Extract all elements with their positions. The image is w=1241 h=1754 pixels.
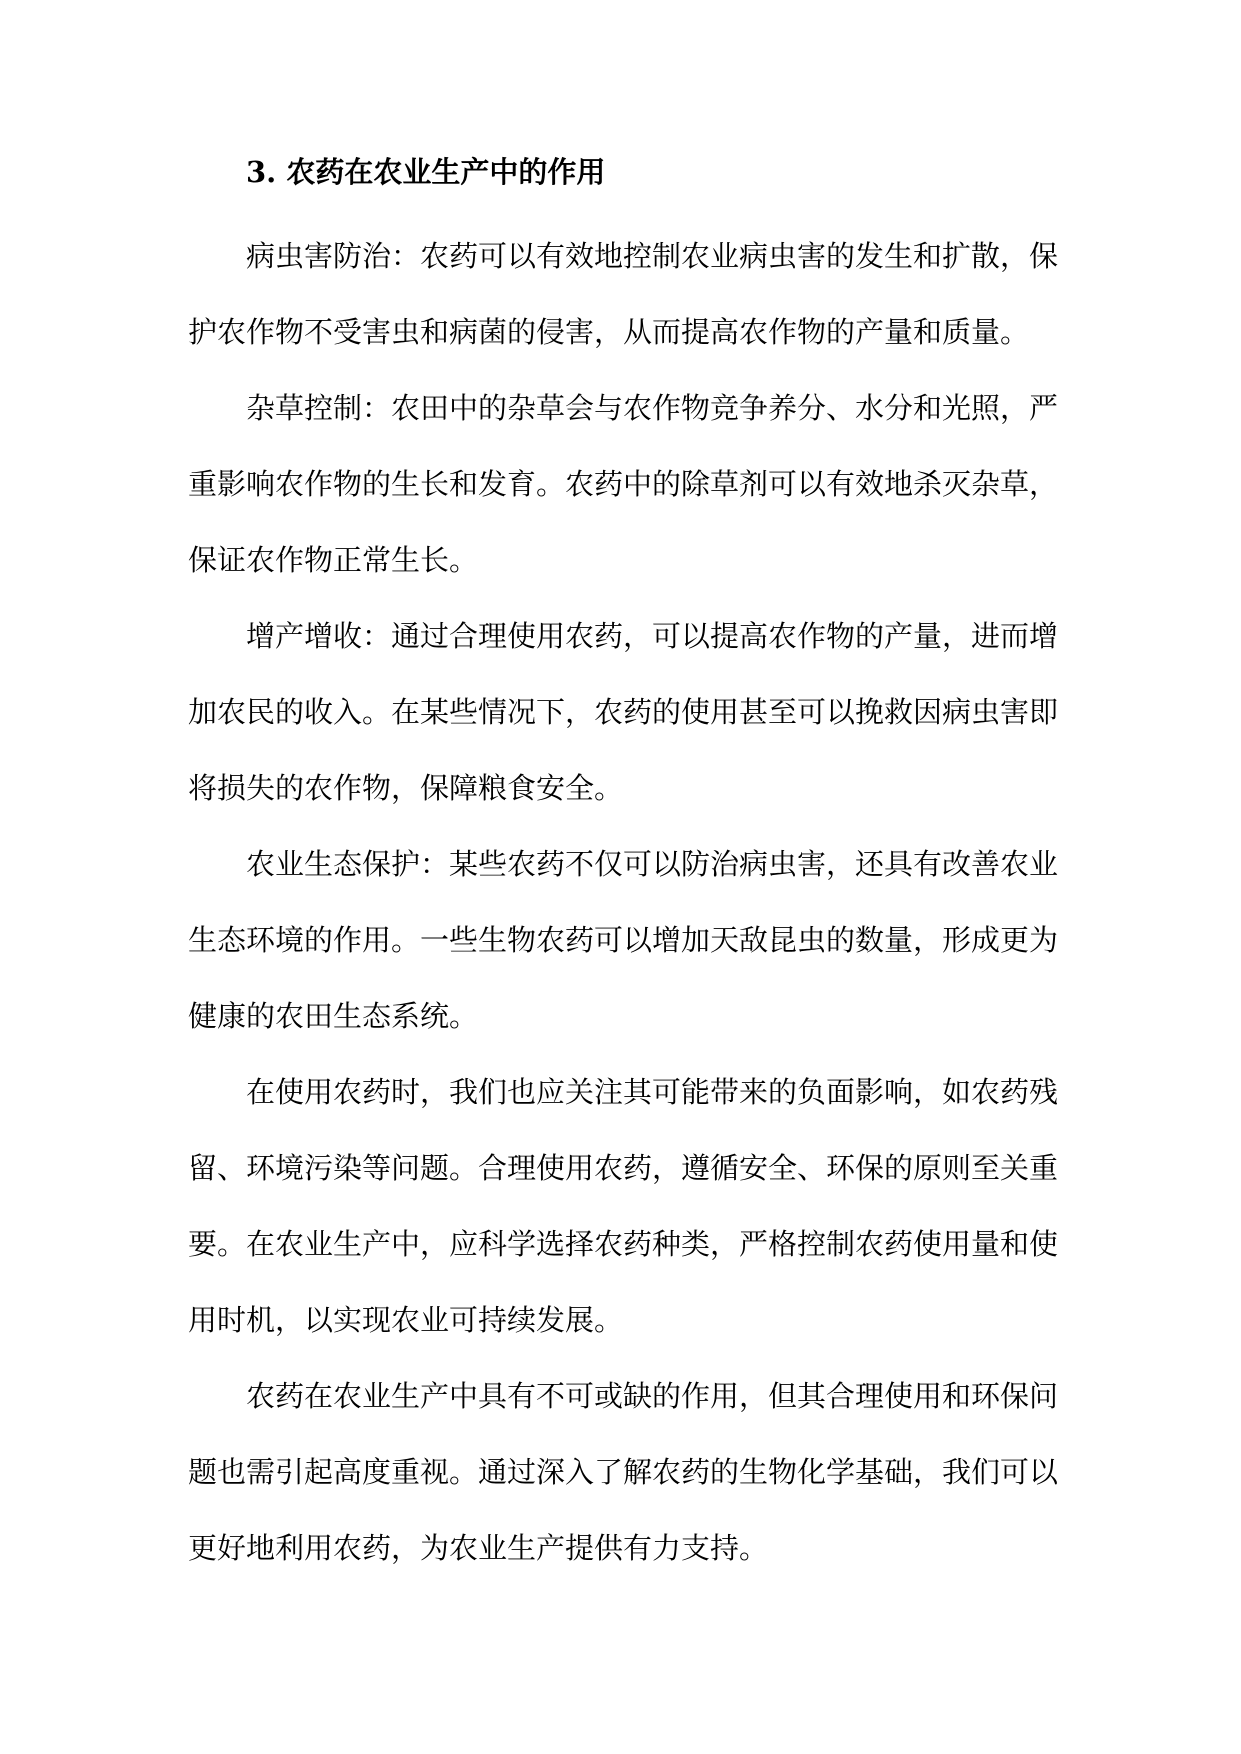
section-heading: 3. 农药在农业生产中的作用 — [246, 155, 606, 189]
paragraph-yield-increase: 增产增收：通过合理使用农药，可以提高农作物的产量，进而增加农民的收入。在某些情况下，农药的使用甚至可以挽救因病虫害即将损失的农作物，保障粮食安全。 — [188, 619, 1059, 805]
document-body — [188, 142, 1058, 1586]
paragraph-conclusion: 农药在农业生产中具有不可或缺的作用，但其合理使用和环保问题也需引起高度重视。通过深入了解农药的生物化学基础，我们可以更好地利用农药，为农业生产提供有力支持。 — [188, 1379, 1059, 1565]
paragraph-pest-control: 病虫害防治：农药可以有效地控制农业病虫害的发生和扩散，保护农作物不受害虫和病菌的侵害，从而提高农作物的产量和质量。 — [188, 239, 1059, 349]
paragraph-weed-control: 杂草控制：农田中的杂草会与农作物竞争养分、水分和光照，严重影响农作物的生长和发育。农药中的除草剂可以有效地杀灭杂草，保证农作物正常生长。 — [188, 391, 1059, 577]
paragraph-ecology-protection: 农业生态保护：某些农药不仅可以防治病虫害，还具有改善农业生态环境的作用。一些生物农药可以增加天敌昆虫的数量，形成更为健康的农田生态系统。 — [188, 847, 1059, 1033]
paragraph-negative-impact: 在使用农药时，我们也应关注其可能带来的负面影响，如农药残留、环境污染等问题。合理使用农药，遵循安全、环保的原则至关重要。在农业生产中，应科学选择农药种类，严格控制农药使用量和使用时机，以实现农业可持续发展。 — [188, 1075, 1059, 1337]
